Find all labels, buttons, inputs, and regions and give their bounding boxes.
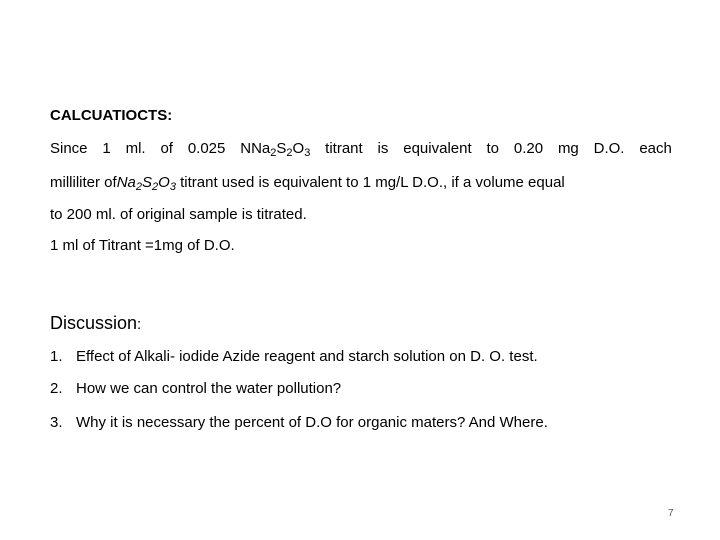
- word: Since: [50, 140, 88, 157]
- list-text: Why it is necessary the percent of D.O for organic maters? And Where.: [76, 414, 548, 431]
- word: to: [486, 140, 500, 157]
- line-text: milliliter of: [50, 174, 117, 191]
- chemical-formula: $NNa_2S_2O_3$: [240, 140, 311, 159]
- list-item: [50, 348, 538, 366]
- word: 0.20: [513, 140, 544, 157]
- word: of: [160, 140, 173, 157]
- word: equivalent: [403, 140, 472, 157]
- word: 0.025: [187, 140, 226, 157]
- chemical-formula: $Na_2S_2O_3$: [116, 174, 176, 193]
- calculations-heading: CALCUATIOCTS:: [50, 107, 173, 124]
- list-item: [50, 414, 548, 432]
- discussion-colon: :: [137, 316, 142, 333]
- list-text: Effect of Alkali- iodide Azide reagent and starch solution on D. O. test.: [76, 348, 538, 365]
- word: titrant: [325, 140, 363, 157]
- list-text: How we can control the water pollution?: [76, 380, 342, 397]
- list-number: 3.: [50, 414, 63, 431]
- word: each: [639, 140, 672, 157]
- list-item: [50, 380, 341, 398]
- word: D.O.: [593, 140, 625, 157]
- word: is: [377, 140, 389, 157]
- word: 1: [102, 140, 111, 157]
- page-number: 7: [668, 508, 674, 519]
- discussion-heading: [50, 312, 141, 336]
- calc-line-4: 1 ml of Titrant =1mg of D.O.: [50, 237, 235, 254]
- word: ml.: [125, 140, 146, 157]
- list-number: 1.: [50, 348, 63, 365]
- line-text: titrant used is equivalent to 1 mg/L D.O., if a volume equal: [175, 174, 565, 191]
- discussion-title: Discussion: [50, 313, 138, 333]
- calc-line-1: [50, 140, 672, 158]
- calc-line-2: [50, 174, 672, 192]
- calc-line-3: to 200 ml. of original sample is titrated.: [50, 206, 307, 223]
- list-number: 2.: [50, 380, 63, 397]
- word: mg: [557, 140, 579, 157]
